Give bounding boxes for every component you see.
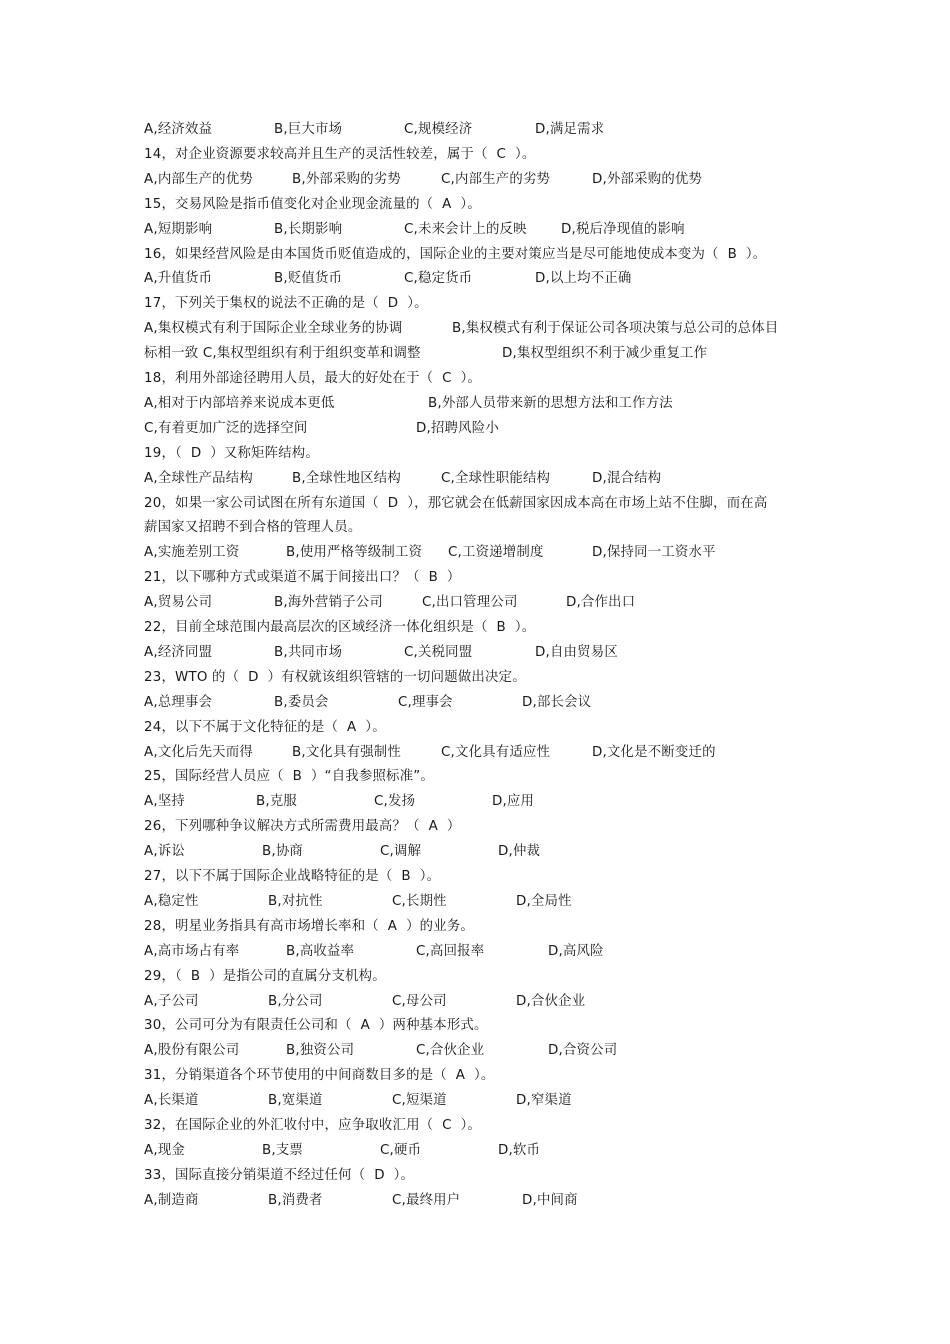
option-text: B,贬值货币: [274, 271, 343, 287]
option-text: D,文化是不断变迁的: [592, 744, 716, 760]
option-text: D,合资公司: [548, 1043, 618, 1059]
text-line: [0, 1190, 950, 1212]
text-line: [0, 418, 950, 440]
option-text: D,中间商: [522, 1192, 578, 1208]
text-line: [0, 1165, 950, 1187]
text-line: [0, 443, 950, 465]
option-text: A,股份有限公司: [144, 1043, 240, 1059]
text-line: [0, 766, 950, 788]
text-line: [0, 966, 950, 988]
option-text: A,文化后先天而得: [144, 744, 253, 760]
text-line: [0, 368, 950, 390]
option-text: B,独资公司: [286, 1043, 355, 1059]
option-text: B,支票: [262, 1142, 304, 1158]
text-line: [0, 318, 950, 340]
text-line: [0, 891, 950, 913]
text-line: [0, 1065, 950, 1087]
option-text: B,巨大市场: [274, 122, 343, 137]
option-text: D,保持同一工资水平: [592, 545, 716, 561]
option-text: C,全球性职能结构: [441, 470, 551, 486]
option-text: A,总理事会: [144, 694, 213, 710]
text-line: [0, 567, 950, 589]
question-text: 30，公司可分为有限责任公司和（ A ）两种基本形式。: [144, 1018, 488, 1034]
text-line: [0, 268, 950, 290]
option-text: A,经济同盟: [144, 644, 213, 660]
option-text: A,升值货币: [144, 271, 213, 287]
option-text: C,内部生产的劣势: [441, 171, 551, 187]
option-text: B,海外营销子公司: [274, 595, 383, 611]
text-line: [0, 1140, 950, 1162]
option-text: C,高回报率: [416, 943, 485, 959]
option-text: A,坚持: [144, 794, 185, 810]
text-line: [0, 717, 950, 739]
option-text: B,分公司: [268, 993, 323, 1009]
question-text: 20，如果一家公司试图在所有东道国（ D ），那它就会在低薪国家因成本高在市场上站不住脚，而在高: [144, 495, 768, 511]
question-text: 31，分销渠道各个环节使用的中间商数目多的是（ A ）。: [144, 1068, 495, 1084]
option-text: D,满足需求: [535, 122, 605, 137]
option-text: A,短期影响: [144, 221, 213, 237]
option-text: C,未来会计上的反映: [404, 221, 527, 237]
option-text: D,混合结构: [592, 470, 662, 486]
option-text: D,软币: [498, 1142, 541, 1158]
option-text: D,集权型组织不利于减少重复工作: [502, 346, 708, 362]
question-text: 26，下列哪种争议解决方式所需费用最高？（ A ）: [144, 819, 461, 835]
option-text: C,母公司: [392, 993, 447, 1009]
option-text: C,合伙企业: [416, 1043, 485, 1059]
option-text: A,经济效益: [144, 122, 213, 137]
text-line: [0, 866, 950, 888]
option-text: C,工资递增制度: [448, 545, 544, 561]
option-text: C,关税同盟: [404, 644, 473, 660]
option-text: A,高市场占有率: [144, 943, 240, 959]
option-text: C,发扬: [374, 794, 416, 810]
option-text: D,仲裁: [498, 844, 541, 860]
question-text: 18，利用外部途径聘用人员，最大的好处在于（ C ）。: [144, 371, 482, 386]
option-text: B,全球性地区结构: [292, 470, 401, 486]
text-line: [0, 1090, 950, 1112]
option-text: B,委员会: [274, 694, 329, 710]
option-text: C,文化具有适应性: [441, 744, 551, 760]
text-line: [0, 692, 950, 714]
option-text: C,出口管理公司: [422, 595, 518, 611]
question-text: 19，（ D ）又称矩阵结构。: [144, 445, 319, 461]
option-text: A,制造商: [144, 1192, 199, 1208]
text-line: [0, 219, 950, 241]
text-line: [0, 119, 950, 141]
option-text: C,理事会: [398, 694, 453, 710]
text-line: [0, 169, 950, 191]
question-text: 21，以下哪种方式或渠道不属于间接出口？（ B ）: [144, 570, 461, 586]
text-line: [0, 841, 950, 863]
option-text: B,共同市场: [274, 644, 343, 660]
option-text: D,高风险: [548, 943, 604, 959]
question-text: 28，明星业务指具有高市场增长率和（ A ）的业务。: [144, 918, 475, 934]
question-text: 32，在国际企业的外汇收付中，应争取收汇用（ C ）。: [144, 1118, 482, 1133]
option-text: D,税后净现值的影响: [561, 221, 685, 237]
option-text: B,克服: [256, 794, 298, 810]
option-text: B,高收益率: [286, 943, 355, 959]
text-line: [0, 667, 950, 689]
option-text: D,窄渠道: [516, 1093, 572, 1109]
option-text: D,全局性: [516, 893, 572, 909]
option-text: A,全球性产品结构: [144, 470, 253, 486]
option-text: C,硬币: [380, 1142, 422, 1158]
text-line: [0, 144, 950, 166]
option-text: A,诉讼: [144, 844, 185, 860]
text-line: [0, 542, 950, 564]
text-line: [0, 816, 950, 838]
option-text: B,文化具有强制性: [292, 744, 401, 760]
option-text: A,内部生产的优势: [144, 171, 253, 187]
option-text: D,以上均不正确: [535, 271, 632, 287]
option-text: D,合伙企业: [516, 993, 586, 1009]
text-line: [0, 617, 950, 639]
question-text: 15，交易风险是指币值变化对企业现金流量的（ A ）。: [144, 196, 481, 212]
option-text: B,协商: [262, 844, 304, 860]
text-line: [0, 642, 950, 664]
option-text: D,部长会议: [522, 694, 592, 710]
text-line: [0, 293, 950, 315]
option-text: A,长渠道: [144, 1093, 199, 1109]
text-line: [0, 991, 950, 1013]
option-text: C,有着更加广泛的选择空间: [144, 420, 308, 436]
option-text: A,实施差别工资: [144, 545, 240, 561]
option-text: A,子公司: [144, 993, 199, 1009]
question-text: 16，如果经营风险是由本国货币贬值造成的，国际企业的主要对策应当是尽可能地使成本变为（ B ）。: [144, 246, 767, 262]
option-text: C,短渠道: [392, 1093, 447, 1109]
option-text: D,合作出口: [566, 595, 636, 611]
option-text: B,消费者: [268, 1192, 323, 1208]
text-line: [0, 393, 950, 415]
option-text: C,规模经济: [404, 122, 473, 137]
text-line: [0, 343, 950, 365]
question-text: 25，国际经营人员应（ B ）“自我参照标准”。: [144, 769, 434, 785]
question-text: 27，以下不属于国际企业战略特征的是（ B ）。: [144, 869, 441, 884]
text-line: [0, 493, 950, 515]
option-text: A,集权模式有利于国际企业全球业务的协调: [144, 321, 403, 337]
option-text: D,外部采购的优势: [592, 171, 703, 187]
option-text: D,自由贸易区: [535, 644, 618, 660]
text-line: [0, 791, 950, 813]
question-text: 17，下列关于集权的说法不正确的是（ D ）。: [144, 296, 428, 312]
question-text: 29，（ B ）是指公司的直属分支机构。: [144, 968, 386, 984]
option-text: C,稳定货币: [404, 271, 473, 287]
option-text: B,长期影响: [274, 221, 343, 237]
option-text: B,外部采购的劣势: [292, 171, 401, 187]
text-line: [0, 1115, 950, 1137]
option-text: D,招聘风险小: [416, 420, 499, 436]
option-text: B,集权模式有利于保证公司各项决策与总公司的总体目: [452, 321, 779, 337]
option-text: B,宽渠道: [268, 1093, 323, 1109]
question-text: 22，目前全球范围内最高层次的区域经济一体化组织是（ B ）。: [144, 620, 536, 635]
text-line: [0, 592, 950, 614]
option-text: A,稳定性: [144, 893, 199, 909]
text-line: [0, 1040, 950, 1062]
option-text: D,应用: [492, 794, 535, 810]
text-line: [0, 468, 950, 490]
question-text: 23，WTO 的（ D ）有权就该组织管辖的一切问题做出决定。: [144, 669, 526, 685]
text-line: [0, 194, 950, 216]
question-text: 24，以下不属于文化特征的是（ A ）。: [144, 719, 386, 735]
option-text: 标相一致 C,集权型组织有利于组织变革和调整: [144, 346, 421, 362]
question-text: 薪国家又招聘不到合格的管理人员。: [144, 520, 362, 536]
text-line: [0, 517, 950, 539]
option-text: B,使用严格等级制工资: [286, 545, 423, 561]
question-text: 14，对企业资源要求较高并且生产的灵活性较差，属于（ C ）。: [144, 146, 536, 162]
text-line: [0, 941, 950, 963]
option-text: C,最终用户: [392, 1192, 461, 1208]
question-text: 33，国际直接分销渠道不经过任何（ D ）。: [144, 1167, 415, 1183]
option-text: A,相对于内部培养来说成本更低: [144, 395, 335, 411]
option-text: B,外部人员带来新的思想方法和工作方法: [428, 395, 673, 411]
option-text: A,现金: [144, 1142, 185, 1158]
text-line: [0, 1015, 950, 1037]
option-text: C,调解: [380, 844, 422, 860]
option-text: A,贸易公司: [144, 595, 213, 611]
option-text: B,对抗性: [268, 893, 323, 909]
option-text: C,长期性: [392, 893, 447, 909]
text-line: [0, 916, 950, 938]
text-line: [0, 742, 950, 764]
text-line: [0, 244, 950, 266]
